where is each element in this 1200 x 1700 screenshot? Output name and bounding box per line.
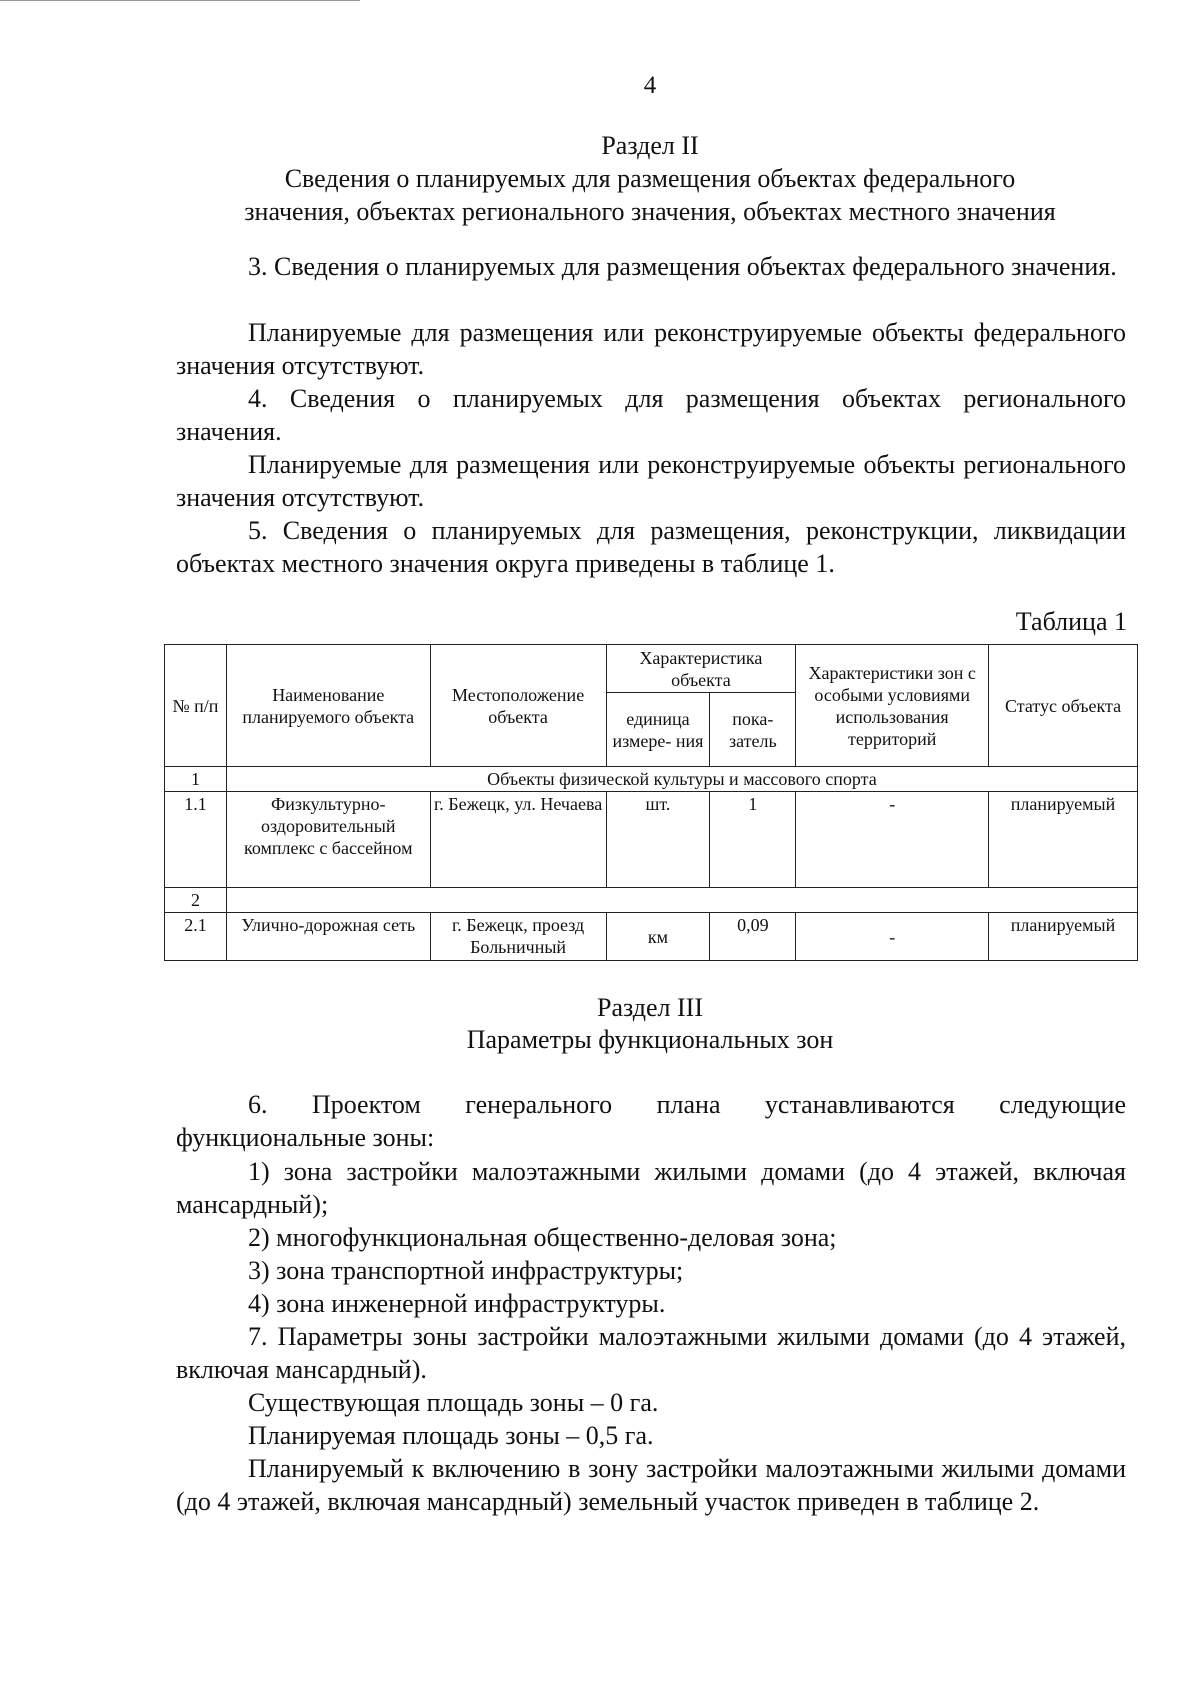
row-2-location: г. Бежецк, проезд Больничный: [430, 913, 606, 961]
paragraph-4: 4. Сведения о планируемых для размещения объектах регионального значения.: [176, 384, 1126, 446]
section-2-title-line-2: значения, объектах регионального значения, объектах местного значения: [244, 197, 1056, 226]
row-1-zones: -: [796, 792, 989, 888]
table-row: [165, 792, 1138, 888]
header-num: № п/п: [165, 645, 227, 767]
row-1-value: 1: [710, 792, 796, 888]
table-header-row: [165, 645, 1138, 693]
section-3-heading: Раздел III: [596, 993, 704, 1022]
planned-area: Планируемая площадь зоны – 0,5 га.: [248, 1421, 654, 1450]
row-2-status: планируемый: [989, 913, 1138, 961]
scan-edge-rule: [0, 0, 360, 1]
row-1-unit: шт.: [606, 792, 710, 888]
row-2-value: 0,09: [710, 913, 796, 961]
section-2-heading: Раздел II: [601, 131, 699, 160]
section-3-title: Параметры функциональных зон: [466, 1025, 834, 1054]
header-characteristic: Характеристика объекта: [606, 645, 796, 693]
row-1-num: 1.1: [165, 792, 227, 888]
table-1: [164, 644, 1138, 961]
header-name: Наименование планируемого объекта: [226, 645, 430, 767]
paragraph-7: 7. Параметры зоны застройки малоэтажными жилыми домами (до 4 этажей, включая мансардный).: [176, 1322, 1126, 1384]
row-2-unit: км: [606, 913, 710, 961]
header-unit: единица измере- ния: [606, 693, 710, 767]
page-number: 4: [643, 72, 657, 99]
zone-item-3: 3) зона транспортной инфраструктуры;: [248, 1256, 684, 1285]
row-2-name: Улично-дорожная сеть: [226, 913, 430, 961]
row-2-num: 2.1: [165, 913, 227, 961]
group-2-label: [226, 888, 1137, 913]
group-2-num: 2: [165, 888, 227, 913]
row-1-status: планируемый: [989, 792, 1138, 888]
table-1-caption: Таблица 1: [1015, 607, 1127, 636]
header-indicator: пока- затель: [710, 693, 796, 767]
group-1-label: Объекты физической культуры и массового спорта: [226, 767, 1137, 792]
table-group-row-2: [165, 888, 1138, 913]
table-group-row-1: [165, 767, 1138, 792]
section-2-title-line-1: Сведения о планируемых для размещения объектах федерального: [284, 164, 1016, 193]
paragraph-5: 5. Сведения о планируемых для размещения, реконструкции, ликвидации объектах местного значения округа приведены в таблице 1.: [176, 516, 1126, 578]
zone-item-4: 4) зона инженерной инфраструктуры.: [248, 1289, 666, 1318]
header-zones: Характеристики зон с особыми условиями использования территорий: [796, 645, 989, 767]
paragraph-4-body: Планируемые для размещения или реконструируемые объекты регионального значения отсутствуют.: [176, 450, 1126, 512]
group-1-num: 1: [165, 767, 227, 792]
zone-item-1: 1) зона застройки малоэтажными жилыми домами (до 4 этажей, включая мансардный);: [176, 1157, 1126, 1219]
paragraph-6: 6. Проектом генерального плана устанавливаются следующие функциональные зоны:: [176, 1090, 1126, 1152]
paragraph-3: 3. Сведения о планируемых для размещения объектах федерального значения.: [248, 252, 1117, 281]
row-2-zones: -: [796, 913, 989, 961]
paragraph-3-body: Планируемые для размещения или реконструируемые объекты федерального значения отсутствуют.: [176, 318, 1126, 380]
header-location: Местоположение объекта: [430, 645, 606, 767]
row-1-location: г. Бежецк, ул. Нечаева: [430, 792, 606, 888]
row-1-name: Физкультурно-оздоровительный комплекс с бассейном: [226, 792, 430, 888]
final-paragraph: Планируемый к включению в зону застройки малоэтажными жилыми домами (до 4 этажей, включая мансардный) земельный участок приведен в таблице 2.: [176, 1454, 1126, 1516]
existing-area: Существующая площадь зоны – 0 га.: [248, 1388, 659, 1417]
zone-item-2: 2) многофункциональная общественно-деловая зона;: [248, 1223, 837, 1252]
table-row: [165, 913, 1138, 961]
header-status: Статус объекта: [989, 645, 1138, 767]
